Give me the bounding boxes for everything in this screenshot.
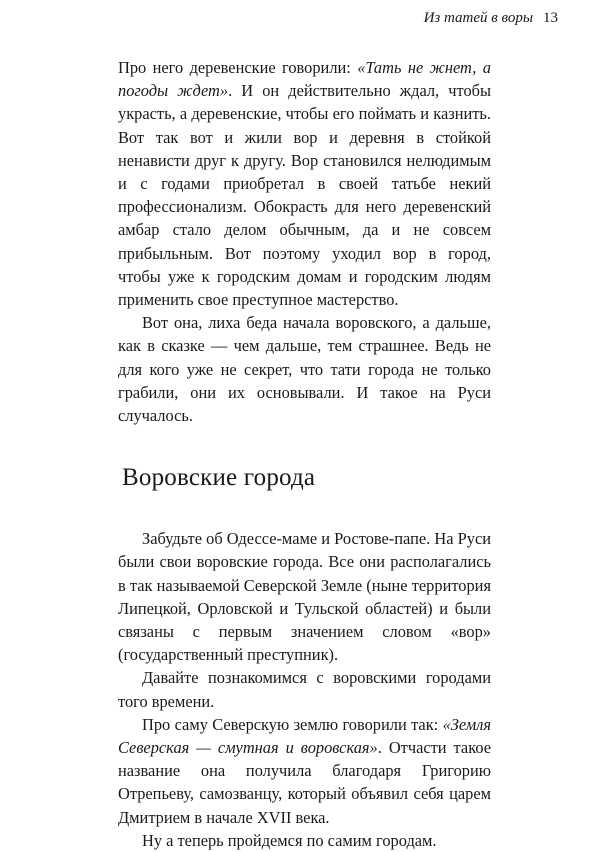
section-heading: Воровские города	[122, 464, 316, 492]
paragraph-text: Про саму Северскую землю говорили так:	[142, 714, 443, 734]
page-number: 13	[543, 10, 558, 26]
paragraph: Ну а теперь пройдемся по самим городам.	[142, 830, 437, 850]
running-title: Из татей в воры	[423, 10, 533, 26]
paragraph-text: . Отчасти такое название она получила благодаря Григорию Отрепьеву, самозванцу, который объявил себя царем Дмитрием в начале XVII века.	[118, 738, 491, 827]
running-header	[424, 10, 558, 27]
paragraph	[118, 713, 491, 829]
paragraph	[118, 56, 491, 311]
paragraph: Давайте познакомимся с воровскими городами того времени.	[118, 668, 491, 711]
paragraph-text: . И он действительно ждал, чтобы украсть, а деревенские, чтобы его поймать и казнить. Вот так вот и жили вор и деревня в стойкой ненависти друг к другу. Вор становился нелюдимым и с годами приобретал в своей татьбе некий профессионализм. Обокрасть для него деревенский амбар стало делом обычным, да и не совсем прибыльным. Вот поэтому уходил вор в город, чтобы уже к городским домам и городским людям применить свое преступное мастерство.	[118, 81, 491, 310]
paragraph: Вот она, лиха беда начала воровского, а дальше, как в сказке — чем дальше, тем страшнее. Ведь не для кого уже не секрет, что тати города не только грабили, они их основывали. И такое на Руси случалось.	[118, 313, 491, 426]
paragraph-text: Про него деревенские говорили:	[118, 58, 358, 77]
proverb-quote: «Тать не жнет, а погоды ждет»	[118, 58, 491, 101]
page-body	[118, 56, 491, 852]
proverb-quote: «Земля Северская — смутная и воровская»	[118, 714, 491, 758]
paragraph: Забудьте об Одессе-маме и Ростове-папе. На Руси были свои воровские города. Все они располагались в так называемой Северской Земле (ныне территория Липецкой, Орловской и Тульской областей) и были связаны с первым значением словом «вор» (государственный преступник).	[118, 529, 491, 665]
